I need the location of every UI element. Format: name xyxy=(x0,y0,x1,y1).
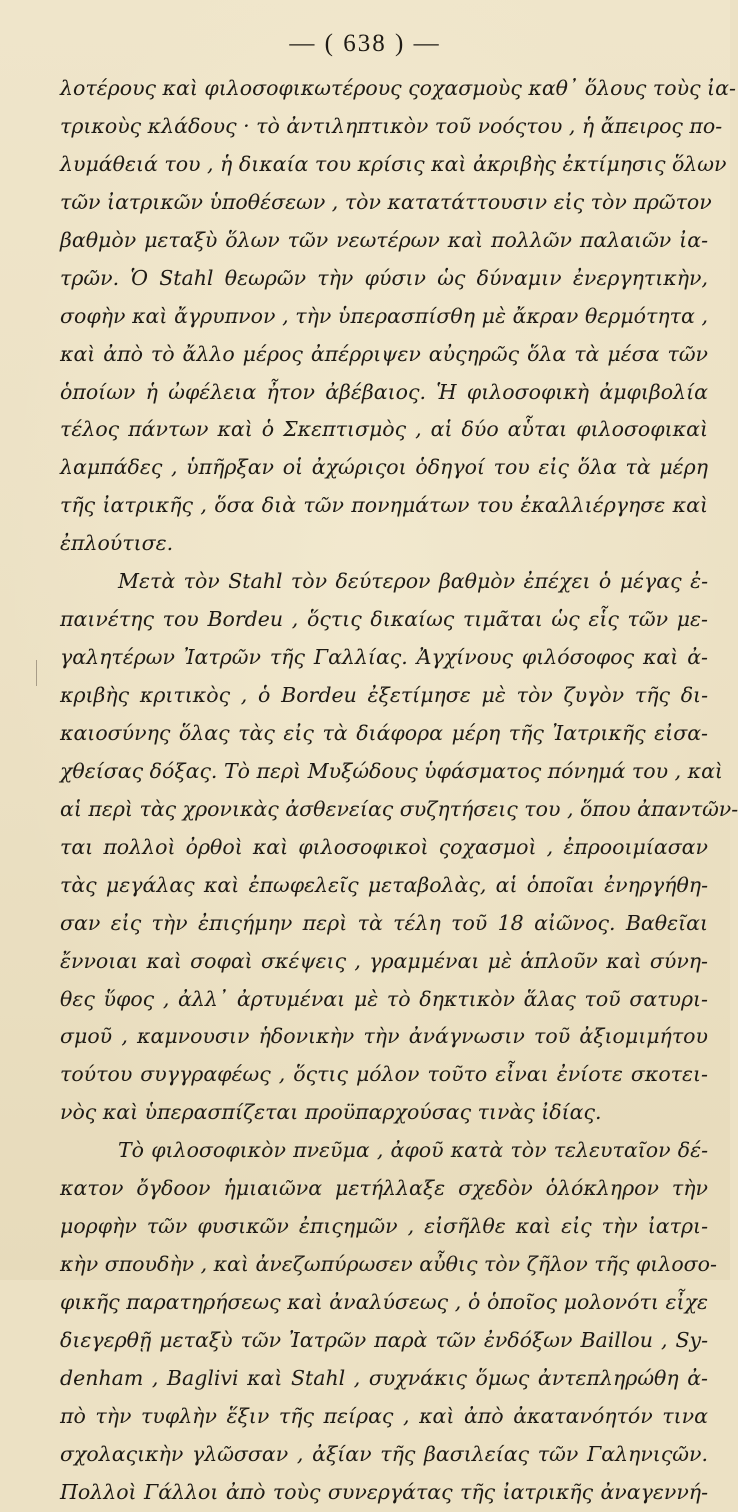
text-line: κριβὴς κριτικὸς , ὁ Bordeu ἐξετίμησε μὲ τὸν ζυγὸν τῆς δι- xyxy=(60,683,708,707)
text-line: λαμπάδες , ὑπῆρξαν οἱ ἀχώριςοι ὁδηγοί του εἰς ὅλα τὰ μέρη xyxy=(60,455,708,480)
text-line: αἱ περὶ τὰς χρονικὰς ἀσθενείας συζητήσεις του , ὅπου ἀπαντῶν- xyxy=(60,796,738,821)
text-line: λοτέρους καὶ φιλοσοφικωτέρους ςοχασμοὺς καθ᾽ ὅλους τοὺς ἰα- xyxy=(60,76,736,100)
text-line: σοφὴν καὶ ἄγρυπνον , τὴν ὑπερασπίσθη μὲ ἄκραν θερμότητα , xyxy=(60,303,708,328)
text-line: μορφὴν τῶν φυσικῶν ἐπιςημῶν , εἰσῆλθε καὶ εἰς τὴν ἰατρι- xyxy=(60,1214,708,1239)
text-line: κατον ὄγδοον ἡμιαιῶνα μετήλλαξε σχεδὸν ὁλόκληρον τὴν xyxy=(60,1176,708,1201)
text-line: ὁποίων ἡ ὠφέλεια ἦτον ἀβέβαιος. Ἡ φιλοσοφικὴ ἀμφιβολία xyxy=(60,379,708,404)
text-line: κὴν σπουδὴν , καὶ ἀνεζωπύρωσεν αὖθις τὸν ζῆλον τῆς φιλοσο- xyxy=(60,1252,717,1277)
text-line: καὶ ἀπὸ τὸ ἄλλο μέρος ἀπέρριψεν αὐςηρῶς ὅλα τὰ μέσα τῶν xyxy=(60,341,708,366)
text-line: γαλητέρων Ἰατρῶν τῆς Γαλλίας. Ἀγχίνους φιλόσοφος καὶ ἀ- xyxy=(60,645,708,670)
text-line: παινέτης του Bordeu , ὅςτις δικαίως τιμᾶται ὡς εἷς τῶν με- xyxy=(60,607,708,632)
text-line: τρικοὺς κλάδους · τὸ ἀντιληπτικὸν τοῦ νοόςτου , ἡ ἄπειρος πο- xyxy=(60,113,723,138)
page-number: — ( 638 ) — xyxy=(289,30,441,57)
text-line: denham , Baglivi καὶ Stahl , συχνάκις ὅμως ἀντεπληρώθη ἀ- xyxy=(60,1365,708,1390)
text-line: σχολαςικὴν γλῶσσαν , ἀξίαν τῆς βασιλείας τῶν Γαληνιςῶν. xyxy=(60,1441,708,1466)
text-line: ται πολλοὶ ὀρθοὶ καὶ φιλοσοφικοὶ ςοχασμοὶ , ἐπροοιμίασαν xyxy=(60,834,708,859)
text-line: Πολλοὶ Γάλλοι ἀπὸ τοὺς συνεργάτας τῆς ἰατρικῆς ἀναγεννή- xyxy=(60,1479,708,1504)
text-line: τῆς ἰατρικῆς , ὅσα διὰ τῶν πονημάτων του ἐκαλλιέργησε καὶ xyxy=(60,493,708,518)
text-line: φικῆς παρατηρήσεως καὶ ἀναλύσεως , ὁ ὁποῖος μολονότι εἶχε xyxy=(60,1290,708,1314)
text-line: Μετὰ τὸν Stahl τὸν δεύτερον βαθμὸν ἐπέχει ὁ μέγας ἐ- xyxy=(118,569,708,594)
text-line: καιοσύνης ὅλας τὰς εἰς τὰ διάφορα μέρη τῆς Ἰατρικῆς εἰσα- xyxy=(60,720,708,745)
text-line: τὰς μεγάλας καὶ ἐπωφελεῖς μεταβολὰς, αἱ ὁποῖαι ἐνηργήθη- xyxy=(60,872,708,897)
text-line: σμοῦ , καμνουσιν ἡδονικὴν τὴν ἀνάγνωσιν τοῦ ἀξιομιμήτου xyxy=(60,1024,708,1049)
text-line: σαν εἰς τὴν ἐπιςήμην περὶ τὰ τέλη τοῦ 18 αἰῶνος. Βαθεῖαι xyxy=(60,910,708,935)
text-line: ἔννοιαι καὶ σοφαὶ σκέψεις , γραμμέναι μὲ ἁπλοῦν καὶ σύνη- xyxy=(60,948,708,973)
text-line: ἐπλούτισε. xyxy=(60,531,174,556)
text-line: βαθμὸν μεταξὺ ὅλων τῶν νεωτέρων καὶ πολλῶν παλαιῶν ἰα- xyxy=(60,227,708,252)
text-line: λυμάθειά του , ἡ δικαία του κρίσις καὶ ἀκριβὴς ἐκτίμησις ὅλων xyxy=(60,151,727,176)
text-line: χθείσας δόξας. Τὸ περὶ Μυξώδους ὑφάσματος πόνημά του , καὶ xyxy=(60,758,723,783)
body-text xyxy=(60,70,738,1512)
text-line: πὸ τὴν τυφλὴν ἕξιν τῆς πείρας , καὶ ἀπὸ ἀκατανόητόν τινα xyxy=(60,1403,708,1428)
text-line: τρῶν. Ὁ Stahl θεωρῶν τὴν φύσιν ὡς δύναμιν ἐνεργητικὴν, xyxy=(60,265,708,290)
margin-mark xyxy=(36,660,37,686)
text-line: Τὸ φιλοσοφικὸν πνεῦμα , ἀφοῦ κατὰ τὸν τελευταῖον δέ- xyxy=(118,1138,708,1163)
text-line: τούτου συγγραφέως , ὅςτις μόλον τοῦτο εἶναι ἐνίοτε σκοτει- xyxy=(60,1062,708,1087)
text-line: τῶν ἰατρικῶν ὑποθέσεων , τὸν κατατάττουσιν εἰς τὸν πρῶτον xyxy=(60,189,712,214)
text-line: τέλος πάντων καὶ ὁ Σκεπτισμὸς , αἱ δύο αὗται φιλοσοφικαὶ xyxy=(60,417,708,442)
text-line: διεγερθῇ μεταξὺ τῶν Ἰατρῶν παρὰ τῶν ἐνδόξων Baillou , Sy- xyxy=(60,1327,708,1352)
text-line: νὸς καὶ ὑπερασπίζεται προϋπαρχούσας τινὰς ἰδίας. xyxy=(60,1100,602,1125)
text-line: θες ὕφος , ἀλλ᾽ ἀρτυμέναι μὲ τὸ δηκτικὸν ἅλας τοῦ σατυρι- xyxy=(60,986,708,1011)
